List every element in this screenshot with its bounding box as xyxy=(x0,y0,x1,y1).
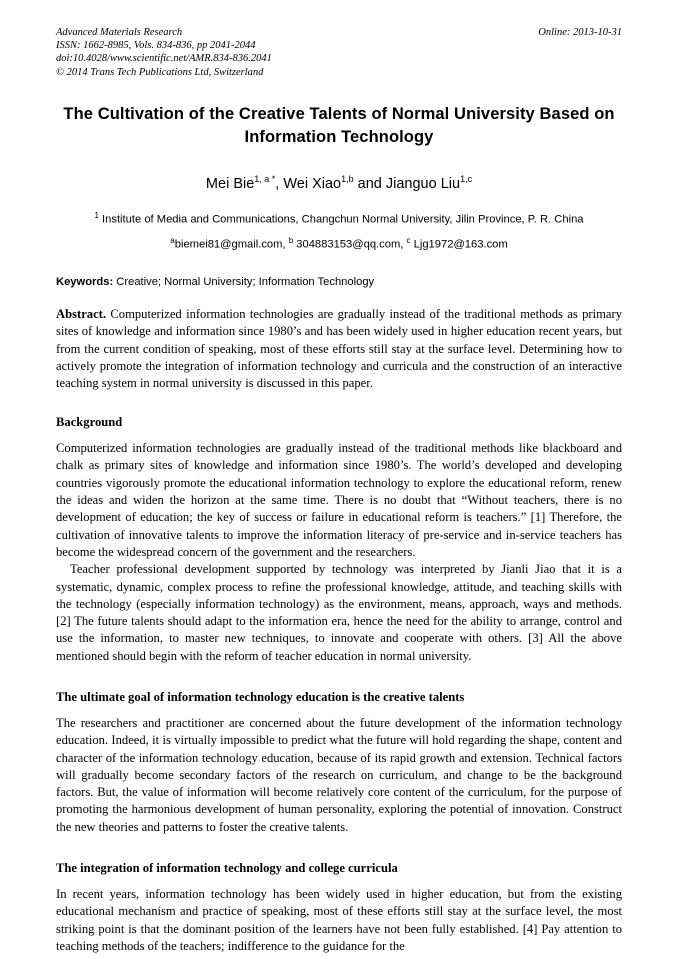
doi-line: doi:10.4028/www.scientific.net/AMR.834-836.2041 xyxy=(56,53,272,65)
copyright-line: © 2014 Trans Tech Publications Ltd, Switzerland xyxy=(56,66,264,78)
abstract-label: Abstract. xyxy=(56,307,107,322)
section-heading-integration: The integration of information technology and college curricula xyxy=(56,861,398,876)
keywords-line xyxy=(56,275,622,290)
email-marker-c: c xyxy=(406,236,411,246)
author-separator-2: and xyxy=(353,175,386,192)
author-separator-1: , xyxy=(275,175,284,192)
keywords-text: Creative; Normal University; Information Technology xyxy=(113,276,375,289)
online-date: Online: 2013-10-31 xyxy=(538,27,622,38)
page-header xyxy=(56,26,622,79)
author-1-marker: 1, a * xyxy=(254,173,276,184)
email-b: 304883153@qq.com, xyxy=(293,239,404,252)
abstract-text: Computerized information technologies are gradually instead of the traditional methods as primary sites of knowledge and information since 1980’s and has been widely used in higher education recent years, but from the current condition of speaking, most of these efforts still stay at the surface level. Determining how to actively promote the integration of information technology and curricula and the construction of an interactive teaching system in normal university is discussed in this paper. xyxy=(56,307,622,390)
email-c: Ljg1972@163.com xyxy=(410,239,508,252)
issn-line: ISSN: 1662-8985, Vols. 834-836, pp 2041-2044 xyxy=(56,40,256,52)
section-heading-background: Background xyxy=(56,415,123,430)
affiliation-marker: 1 xyxy=(94,210,99,220)
section-background-paragraph-2: Teacher professional development supported by technology was interpreted by Jianli Jiao that it is a systematic, dynamic, complex process to refine the professional knowledge, attitude, and teaching skills with the technology (especially information technology) as the environment, means, approach, ways and methods. [2] The future talents should adapt to the information era, hence the need for the ability to arrange, control and use the information, to master new techniques, to innovate and cooperate with others. [3] All the above mentioned should begin with the reform of teacher education in normal university. xyxy=(56,562,622,663)
author-3-name: Jianguo Liu xyxy=(385,175,461,192)
section-heading-goal: The ultimate goal of information technology education is the creative talents xyxy=(56,689,465,704)
author-2-marker: 1,b xyxy=(341,173,354,184)
section-integration-paragraph-1: In recent years, information technology has been widely used in higher education, but from the existing educational mechanism and practice of speaking, most of these efforts still stay at the surface level, the most striking point is that the dominant position of the learners have not been fully established. [4] Pay attention to teaching methods of the teachers; indifference to the guidance for the xyxy=(56,887,622,953)
keywords-label: Keywords: xyxy=(56,276,114,289)
section-goal-paragraph-1: The researchers and practitioner are concerned about the future development of the information technology education. Indeed, it is virtually impossible to predict what the future will hold regarding the shape, content and character of the information technology education, because of its rapid growth and extension. Technical factors will gradually become secondary factors of the research on curriculum, and change to be the background factors. But, the value of information will become relatively core content of the curriculum, for the purpose of promoting the harmonious development of human personality, exploring the potential of innovation. Construct the new theories and patterns to foster the creative talents. xyxy=(56,715,622,834)
journal-name: Advanced Materials Research xyxy=(56,27,183,38)
section-background-paragraph-1: Computerized information technologies are gradually instead of the traditional methods like blackboard and chalk as primary sites of knowledge and information since 1980’s. The world’s developed and developing countries vigorously promote the educational information technology to explore the educational reform, renew the ideas and widen the horizon at the same time. There is no doubt that “Without teachers, there is no development of education; the key of success or failure in educational reform is teachers.” [1] Therefore, the cultivation of innovative talents to improve the information literacy of pre-service and in-service teachers has become the widespread concern of the government and the researchers. xyxy=(56,441,622,559)
email-a: biemei81@gmail.com, xyxy=(174,239,286,252)
page-title: The Cultivation of the Creative Talents of Normal University Based on Information Technology xyxy=(63,104,615,146)
email-marker-a: a xyxy=(170,236,175,246)
author-list xyxy=(56,169,622,194)
affiliation xyxy=(56,208,622,228)
author-2-name: Wei Xiao xyxy=(283,175,342,192)
email-marker-b: b xyxy=(288,236,294,246)
abstract-block xyxy=(56,306,622,392)
author-1-name: Mei Bie xyxy=(205,175,255,192)
author-3-marker: 1,c xyxy=(460,173,473,184)
author-emails xyxy=(56,233,622,253)
affiliation-text: Institute of Media and Communications, Changchun Normal University, Jilin Province, P. R. China xyxy=(98,213,584,226)
